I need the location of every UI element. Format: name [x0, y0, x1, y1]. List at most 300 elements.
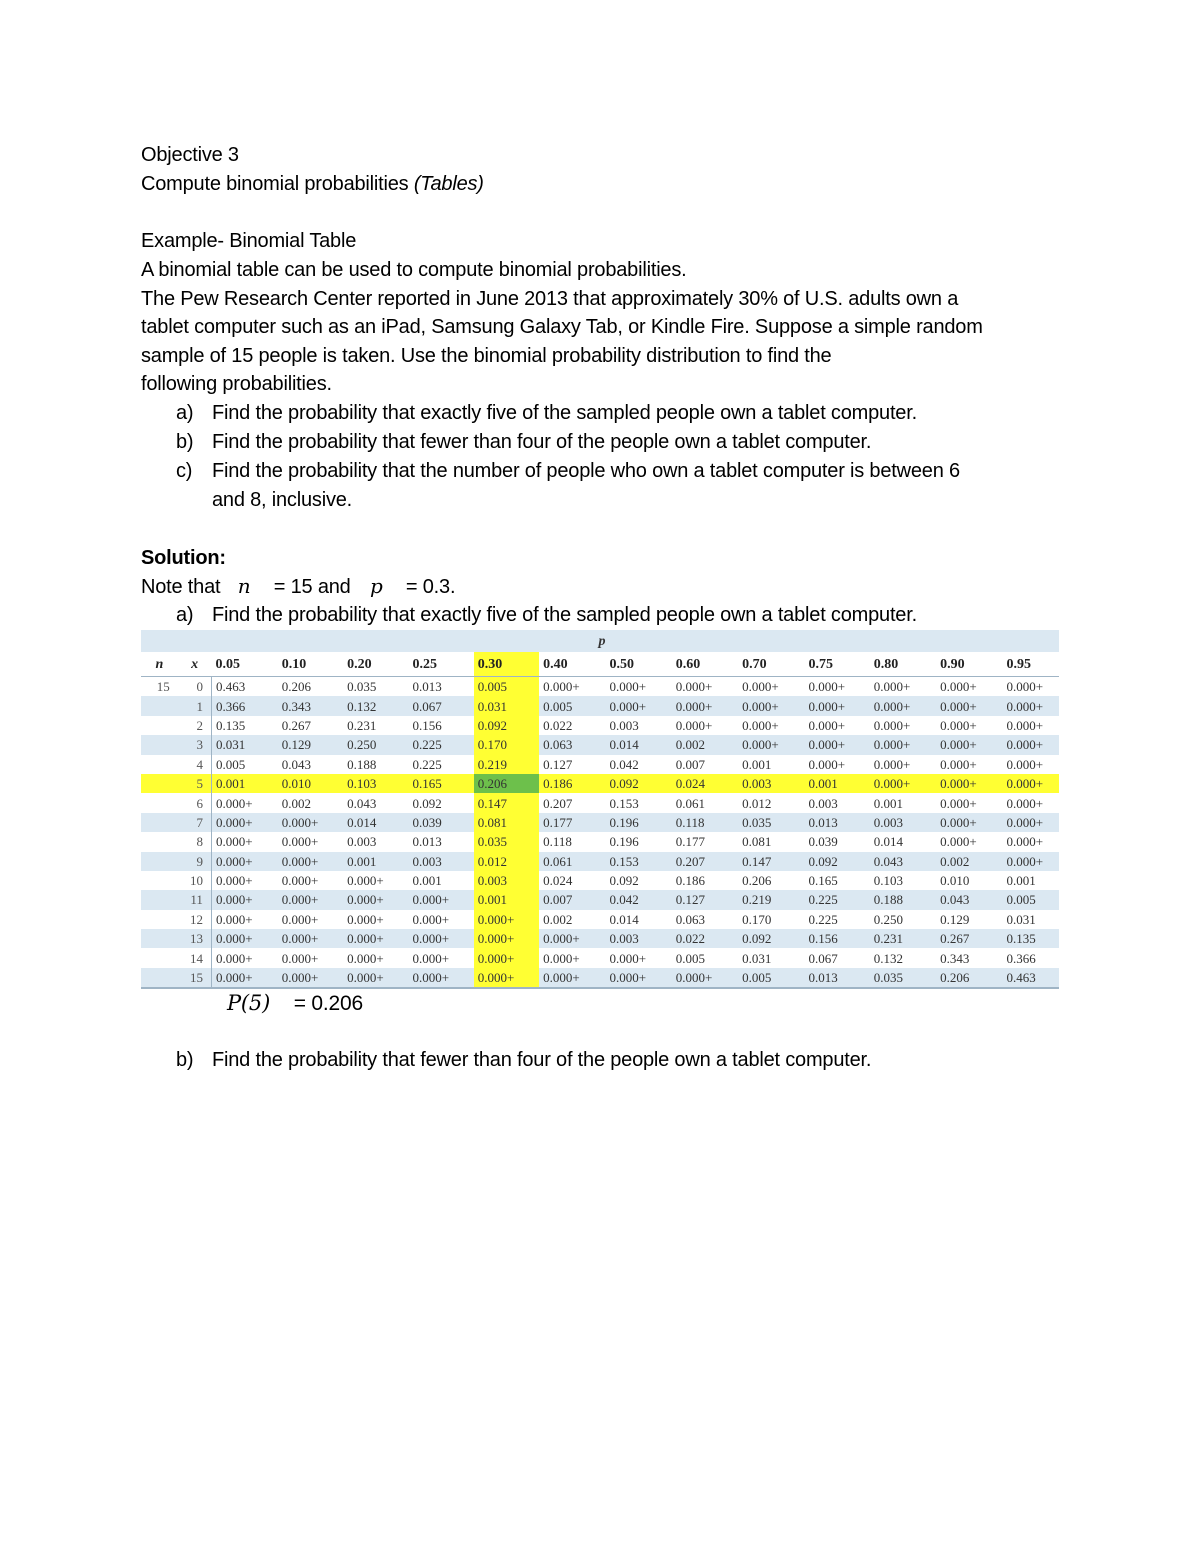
p-value-text: = 0.3.: [405, 576, 456, 598]
table-row: [141, 677, 1059, 697]
probability-cell: 0.156: [804, 929, 869, 948]
part-b-text: Find the probability that fewer than four of the people own a tablet computer.: [212, 1049, 872, 1071]
question-text: Find the probability that the number of people who own a tablet computer is between 6: [212, 460, 960, 482]
p-column-header: 0.75: [804, 652, 869, 677]
probability-cell: 0.002: [281, 795, 312, 811]
probability-cell: 0.092: [609, 873, 639, 889]
table-row: [141, 755, 1059, 774]
probability-cell: 0.003: [738, 774, 804, 793]
probability-cell: 0.231: [347, 717, 377, 733]
p-column-header: 0.90: [936, 652, 1002, 677]
probability-cell: 0.165: [408, 774, 473, 793]
probability-cell: 0.000+: [804, 735, 869, 754]
n-cell: [141, 755, 178, 774]
probability-cell: 0.206: [742, 873, 772, 889]
probability-cell: 0.000+: [675, 717, 713, 733]
probability-cell: 0.001: [211, 774, 277, 793]
probability-cell: 0.000+: [742, 717, 779, 733]
probability-cell: 0.000+: [211, 968, 277, 988]
probability-cell: 0.013: [804, 968, 869, 988]
probability-cell: 0.000+: [281, 834, 319, 850]
n-cell: [141, 929, 178, 948]
binomial-table: [141, 630, 1059, 989]
probability-cell: 0.000+: [873, 717, 911, 733]
probability-cell: 0.000+: [1006, 756, 1044, 772]
p-symbol: p: [369, 574, 383, 598]
probability-cell: 0.022: [543, 717, 573, 733]
probability-cell: 0.000+: [1006, 834, 1044, 850]
probability-cell: 0.000+: [940, 834, 977, 850]
subtitle-main: Compute binomial probabilities: [141, 173, 414, 195]
probability-cell: 0.153: [605, 852, 671, 871]
p-column-header: 0.40: [539, 652, 605, 677]
probability-cell: 0.010: [940, 873, 970, 889]
list-marker: b): [176, 431, 194, 453]
probability-cell: 0.000+: [215, 795, 253, 811]
probability-cell: 0.000+: [1002, 852, 1059, 871]
probability-cell: 0.000+: [870, 774, 936, 793]
probability-cell: 0.000+: [281, 911, 319, 927]
probability-cell: 0.000+: [808, 717, 846, 733]
probability-cell: 0.002: [936, 852, 1002, 871]
problem-line: following probabilities.: [141, 373, 332, 395]
probability-cell: 0.000+: [347, 873, 384, 889]
probability-cell: 0.000+: [605, 968, 671, 988]
table-row: [141, 832, 1059, 851]
x-cell: 4: [178, 755, 212, 774]
probability-cell: 0.170: [474, 735, 539, 754]
probability-cell: 0.000+: [1006, 679, 1044, 695]
probability-cell: 0.000+: [870, 696, 936, 715]
probability-cell: 0.000+: [474, 929, 539, 948]
probability-cell: 0.177: [539, 813, 605, 832]
x-cell: 6: [178, 793, 212, 812]
probability-cell: 0.135: [215, 717, 246, 733]
probability-cell: 0.043: [281, 756, 312, 772]
probability-cell: 0.219: [474, 755, 539, 774]
probability-cell: 0.000+: [408, 968, 473, 988]
objective-subtitle: [141, 170, 484, 199]
table-row: [141, 948, 1059, 967]
probability-cell: 0.000+: [936, 774, 1002, 793]
probability-cell: 0.001: [873, 795, 904, 811]
probability-cell: 0.000+: [278, 890, 343, 909]
probability-cell: 0.000+: [215, 834, 253, 850]
probability-cell: 0.001: [1006, 873, 1036, 889]
probability-cell: 0.000+: [873, 679, 911, 695]
x-cell: 10: [178, 871, 212, 890]
probability-cell: 0.092: [804, 852, 869, 871]
probability-cell: 0.206: [474, 774, 539, 793]
probability-cell: 0.063: [675, 911, 706, 927]
x-cell: 15: [178, 968, 212, 988]
probability-cell: 0.003: [605, 929, 671, 948]
probability-cell: 0.165: [808, 873, 838, 889]
probability-cell: 0.207: [543, 795, 573, 811]
p-column-header: 0.50: [605, 652, 671, 677]
probability-cell: 0.207: [672, 852, 738, 871]
x-cell: 9: [178, 852, 212, 871]
probability-cell: 0.001: [742, 756, 772, 772]
probability-cell: 0.039: [408, 813, 473, 832]
probability-cell: 0.132: [873, 950, 904, 966]
n-cell: [141, 832, 178, 851]
n-cell: [141, 871, 178, 890]
example-heading: Example- Binomial Table: [141, 230, 357, 252]
probability-cell: 0.043: [870, 852, 936, 871]
probability-cell: 0.129: [940, 911, 970, 927]
table-row: [141, 774, 1059, 793]
probability-cell: 0.343: [278, 696, 343, 715]
p-column-header: 0.05: [211, 652, 277, 677]
probability-cell: 0.035: [738, 813, 804, 832]
probability-cell: 0.092: [738, 929, 804, 948]
probability-cell: 0.129: [278, 735, 343, 754]
probability-cell: 0.003: [474, 871, 539, 890]
probability-cell: 0.000+: [738, 696, 804, 715]
probability-cell: 0.196: [609, 834, 639, 850]
probability-cell: 0.000+: [343, 929, 408, 948]
x-cell: 1: [178, 696, 212, 715]
probability-cell: 0.000+: [347, 950, 384, 966]
probability-cell: 0.000+: [1002, 735, 1059, 754]
probability-cell: 0.035: [474, 832, 539, 851]
probability-cell: 0.000+: [1002, 774, 1059, 793]
probability-cell: 0.463: [215, 679, 246, 695]
probability-cell: 0.000+: [873, 756, 911, 772]
probability-cell: 0.000+: [936, 813, 1002, 832]
probability-cell: 0.219: [738, 890, 804, 909]
probability-cell: 0.118: [672, 813, 738, 832]
list-marker: c): [176, 460, 193, 482]
question-b: [176, 428, 1076, 457]
probability-cell: 0.000+: [412, 950, 450, 966]
probability-cell: 0.153: [609, 795, 639, 811]
n-header: n: [141, 652, 178, 677]
probability-cell: 0.031: [211, 735, 277, 754]
n-cell: [141, 852, 178, 871]
x-cell: 2: [178, 716, 212, 735]
probability-cell: 0.000+: [211, 852, 277, 871]
n-cell: [141, 910, 178, 929]
probability-cell: 0.000+: [278, 852, 343, 871]
probability-cell: 0.007: [675, 756, 706, 772]
probability-cell: 0.000+: [215, 950, 253, 966]
probability-cell: 0.000+: [672, 696, 738, 715]
probability-cell: 0.010: [278, 774, 343, 793]
probability-cell: 0.031: [742, 950, 772, 966]
x-cell: 8: [178, 832, 212, 851]
n-cell: [141, 793, 178, 812]
probability-cell: 0.225: [412, 756, 442, 772]
probability-cell: 0.063: [539, 735, 605, 754]
question-a: [176, 399, 1076, 428]
probability-cell: 0.343: [940, 950, 970, 966]
x-cell: 14: [178, 948, 212, 967]
probability-cell: 0.005: [539, 696, 605, 715]
probability-cell: 0.003: [408, 852, 473, 871]
probability-cell: 0.013: [804, 813, 869, 832]
probability-cell: 0.000+: [940, 756, 977, 772]
n-cell: [141, 813, 178, 832]
probability-cell: 0.000+: [1006, 717, 1044, 733]
probability-cell: 0.014: [343, 813, 408, 832]
probability-cell: 0.000+: [808, 756, 846, 772]
probability-cell: 0.001: [343, 852, 408, 871]
probability-cell: 0.000+: [211, 813, 277, 832]
table-row: [141, 871, 1059, 890]
probability-cell: 0.000+: [278, 929, 343, 948]
probability-cell: 0.196: [605, 813, 671, 832]
x-header: x: [178, 652, 212, 677]
probability-cell: 0.000+: [1002, 696, 1059, 715]
probability-cell: 0.003: [870, 813, 936, 832]
probability-cell: 0.000+: [1006, 795, 1044, 811]
probability-cell: 0.000+: [543, 950, 580, 966]
probability-cell: 0.039: [808, 834, 838, 850]
x-cell: 0: [178, 677, 212, 697]
n-cell: [141, 774, 178, 793]
list-marker: a): [176, 402, 194, 424]
probability-cell: 0.000+: [675, 679, 713, 695]
probability-cell: 0.000+: [605, 696, 671, 715]
probability-cell: 0.081: [474, 813, 539, 832]
probability-cell: 0.000+: [215, 911, 253, 927]
p-column-header: 0.95: [1002, 652, 1059, 677]
probability-cell: 0.000+: [474, 968, 539, 988]
probability-cell: 0.014: [609, 911, 639, 927]
part-a-text: Find the probability that exactly five of the sampled people own a tablet computer.: [212, 604, 917, 626]
probability-cell: 0.001: [412, 873, 442, 889]
probability-cell: 0.231: [870, 929, 936, 948]
probability-cell: 0.002: [672, 735, 738, 754]
probability-cell: 0.188: [347, 756, 377, 772]
n-cell: [141, 716, 178, 735]
probability-cell: 0.186: [539, 774, 605, 793]
probability-cell: 0.177: [675, 834, 706, 850]
probability-cell: 0.013: [412, 679, 442, 695]
x-cell: 3: [178, 735, 212, 754]
probability-cell: 0.002: [543, 911, 573, 927]
n-symbol: n: [237, 574, 251, 598]
p-column-header: 0.70: [738, 652, 804, 677]
probability-cell: 0.000+: [408, 929, 473, 948]
probability-cell: 0.014: [605, 735, 671, 754]
n-cell: [141, 948, 178, 967]
x-cell: 12: [178, 910, 212, 929]
problem-line: sample of 15 people is taken. Use the binomial probability distribution to find the: [141, 345, 832, 367]
question-c: [176, 457, 1076, 515]
probability-cell: 0.147: [474, 793, 539, 812]
probability-cell: 0.225: [808, 911, 838, 927]
probability-cell: 0.000+: [742, 679, 779, 695]
probability-cell: 0.012: [742, 795, 772, 811]
n-cell: 15: [156, 679, 170, 695]
table-row: [141, 696, 1059, 715]
probability-cell: 0.118: [543, 834, 572, 850]
table-row: [141, 735, 1059, 754]
probability-cell: 0.000+: [808, 679, 846, 695]
problem-line: tablet computer such as an iPad, Samsung Galaxy Tab, or Kindle Fire. Suppose a simple random: [141, 316, 983, 338]
probability-cell: 0.000+: [1002, 813, 1059, 832]
p-column-header: 0.30: [474, 652, 539, 677]
probability-cell: 0.092: [474, 716, 539, 735]
solution-part-a: [176, 601, 1076, 630]
probability-cell: 0.366: [211, 696, 277, 715]
probability-cell: 0.003: [609, 717, 639, 733]
probability-cell: 0.000+: [672, 968, 738, 988]
x-cell: 13: [178, 929, 212, 948]
p-column-header: 0.25: [408, 652, 473, 677]
p-column-header: 0.10: [278, 652, 343, 677]
probability-cell: 0.127: [543, 756, 573, 772]
x-cell: 11: [178, 890, 212, 909]
x-cell: 7: [178, 813, 212, 832]
probability-cell: 0.267: [281, 717, 312, 733]
note-prefix: Note that: [141, 576, 221, 598]
probability-cell: 0.000+: [936, 735, 1002, 754]
probability-cell: 0.170: [742, 911, 772, 927]
probability-cell: 0.000+: [412, 911, 450, 927]
question-text: and 8, inclusive.: [212, 489, 353, 511]
probability-cell: 0.043: [347, 795, 377, 811]
probability-cell: 0.024: [543, 873, 573, 889]
probability-cell: 0.000+: [539, 968, 605, 988]
probability-cell: 0.000+: [408, 890, 473, 909]
probability-cell: 0.000+: [940, 717, 977, 733]
probability-cell: 0.003: [808, 795, 838, 811]
probability-cell: 0.067: [408, 696, 473, 715]
question-text: Find the probability that exactly five of the sampled people own a tablet computer.: [212, 402, 917, 424]
n-cell: [141, 890, 178, 909]
probability-cell: 0.007: [539, 890, 605, 909]
probability-cell: 0.014: [873, 834, 904, 850]
probability-cell: 0.000+: [347, 911, 384, 927]
table-row: [141, 813, 1059, 832]
probability-cell: 0.067: [808, 950, 838, 966]
probability-cell: 0.000+: [281, 873, 319, 889]
probability-cell: 0.061: [539, 852, 605, 871]
probability-cell: 0.000+: [278, 813, 343, 832]
p-column-header: 0.20: [343, 652, 408, 677]
probability-cell: 0.000+: [940, 679, 977, 695]
probability-cell: 0.186: [675, 873, 706, 889]
table-body: [141, 677, 1059, 989]
probability-cell: 0.366: [1006, 950, 1036, 966]
probability-cell: 0.000+: [940, 795, 977, 811]
probability-cell: 0.022: [672, 929, 738, 948]
probability-cell: 0.225: [408, 735, 473, 754]
probability-cell: 0.103: [873, 873, 904, 889]
table-row: [141, 890, 1059, 909]
probability-cell: 0.000+: [278, 968, 343, 988]
probability-cell: 0.000+: [343, 968, 408, 988]
answer-value: = 0.206: [293, 992, 363, 1015]
probability-cell: 0.000+: [543, 679, 580, 695]
probability-cell: 0.024: [672, 774, 738, 793]
solution-heading: Solution:: [141, 547, 226, 569]
problem-line: The Pew Research Center reported in June 2013 that approximately 30% of U.S. adults own a: [141, 288, 959, 310]
list-marker: b): [176, 1049, 194, 1071]
probability-cell: 0.043: [936, 890, 1002, 909]
probability-cell: 0.003: [347, 834, 377, 850]
probability-cell: 0.042: [609, 756, 639, 772]
probability-cell: 0.000+: [215, 873, 253, 889]
probability-cell: 0.005: [738, 968, 804, 988]
probability-cell: 0.267: [936, 929, 1002, 948]
probability-cell: 0.206: [936, 968, 1002, 988]
probability-cell: 0.000+: [343, 890, 408, 909]
probability-cell: 0.092: [412, 795, 442, 811]
objective-title: Objective 3: [141, 144, 239, 166]
probability-cell: 0.000+: [609, 950, 647, 966]
probability-cell: 0.035: [870, 968, 936, 988]
probability-cell: 0.000+: [936, 696, 1002, 715]
probability-cell: 0.005: [675, 950, 706, 966]
table-row: [141, 716, 1059, 735]
p-column-header: 0.60: [672, 652, 738, 677]
probability-cell: 0.135: [1002, 929, 1059, 948]
column-header-row: [141, 652, 1059, 677]
probability-cell: 0.005: [474, 677, 539, 697]
answer-symbol: P(5): [227, 991, 271, 1015]
probability-cell: 0.000+: [738, 735, 804, 754]
solution-part-b: [176, 1046, 1076, 1075]
x-cell: 5: [178, 774, 212, 793]
probability-cell: 0.000+: [870, 735, 936, 754]
list-marker: a): [176, 604, 194, 626]
probability-cell: 0.005: [1002, 890, 1059, 909]
probability-cell: 0.000+: [281, 950, 319, 966]
probability-cell: 0.092: [605, 774, 671, 793]
probability-cell: 0.031: [1006, 911, 1036, 927]
answer-a: [227, 989, 363, 1018]
probability-cell: 0.250: [343, 735, 408, 754]
probability-cell: 0.188: [870, 890, 936, 909]
probability-cell: 0.061: [675, 795, 706, 811]
probability-cell: 0.031: [474, 696, 539, 715]
p-column-header: 0.80: [870, 652, 936, 677]
probability-cell: 0.250: [873, 911, 904, 927]
n-cell: [141, 696, 178, 715]
probability-cell: 0.001: [474, 890, 539, 909]
probability-cell: 0.042: [605, 890, 671, 909]
probability-cell: 0.035: [347, 679, 377, 695]
p-label: p: [141, 630, 1059, 652]
question-text: Find the probability that fewer than four of the people own a tablet computer.: [212, 431, 872, 453]
probability-cell: 0.000+: [804, 696, 869, 715]
probability-cell: 0.001: [804, 774, 869, 793]
probability-cell: 0.013: [412, 834, 442, 850]
probability-cell: 0.000+: [609, 679, 647, 695]
n-cell: [141, 735, 178, 754]
probability-cell: 0.000+: [474, 948, 539, 967]
probability-cell: 0.127: [672, 890, 738, 909]
probability-cell: 0.000+: [539, 929, 605, 948]
solution-note: [141, 572, 455, 602]
probability-cell: 0.463: [1002, 968, 1059, 988]
probability-cell: 0.156: [412, 717, 442, 733]
subtitle-paren: (Tables): [413, 173, 484, 195]
probability-cell: 0.103: [343, 774, 408, 793]
n-value-text: = 15 and: [273, 576, 351, 598]
example-intro: A binomial table can be used to compute binomial probabilities.: [141, 259, 687, 281]
table-row: [141, 852, 1059, 871]
probability-cell: 0.005: [215, 756, 246, 772]
probability-cell: 0.206: [281, 679, 312, 695]
p-header-row: [141, 630, 1059, 652]
probability-cell: 0.000+: [474, 910, 539, 929]
